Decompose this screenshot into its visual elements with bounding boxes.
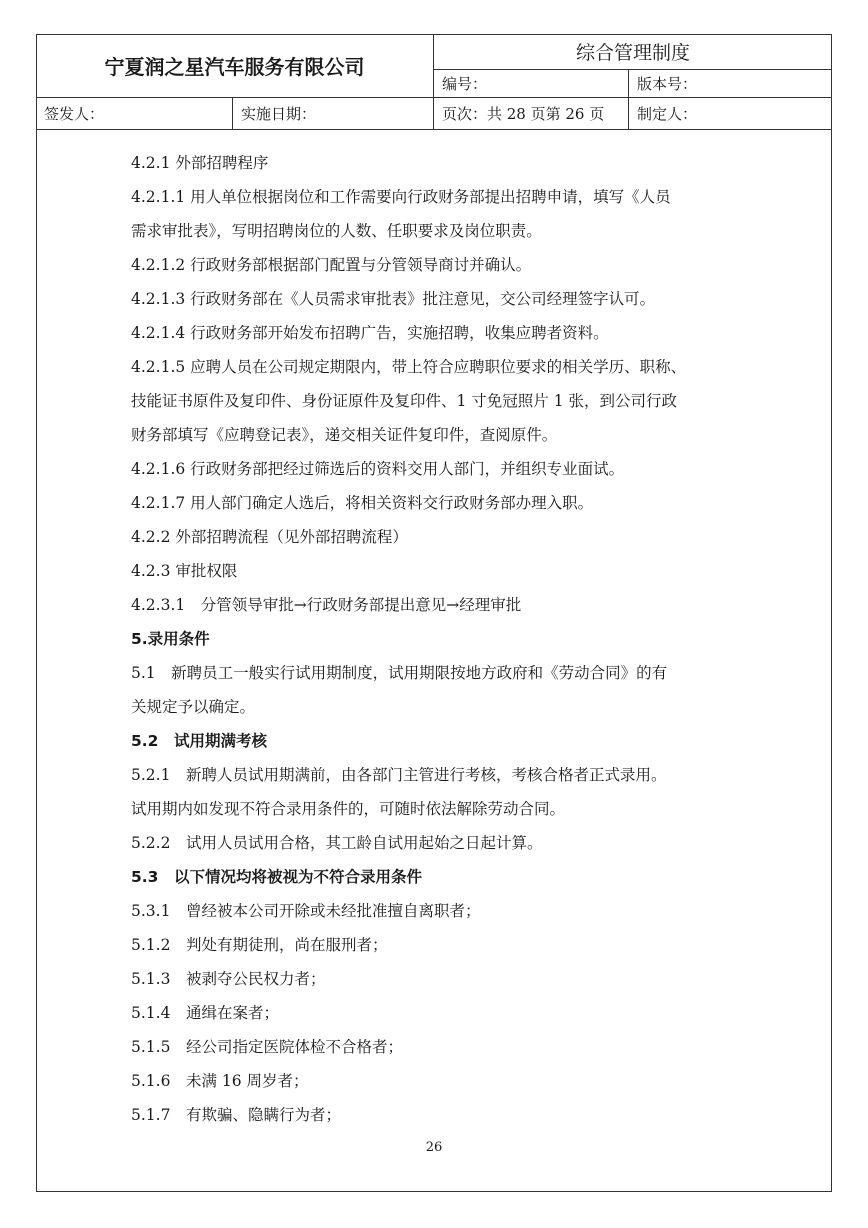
section-heading: 5.3 以下情况均将被视为不符合录用条件 — [131, 868, 422, 886]
section-heading: 5.2 试用期满考核 — [131, 732, 267, 750]
section-heading: 5.录用条件 — [131, 630, 210, 648]
body-line: 4.2.1 外部招聘程序 — [131, 154, 269, 172]
body-line: 4.2.1.4 行政财务部开始发布招聘广告，实施招聘，收集应聘者资料。 — [131, 324, 609, 342]
version-field: 版本号： — [629, 70, 832, 98]
body-line: 4.2.1.6 行政财务部把经过筛选后的资料交用人部门，并组织专业面试。 — [131, 460, 625, 478]
body-line: 财务部填写《应聘登记表》，递交相关证件复印件，查阅原件。 — [131, 426, 558, 444]
company-name: 宁夏润之星汽车服务有限公司 — [36, 34, 434, 98]
body-line: 4.2.1.2 行政财务部根据部门配置与分管领导商讨并确认。 — [131, 256, 532, 274]
body-line: 试用期内如发现不符合录用条件的，可随时依法解除劳动合同。 — [131, 800, 566, 818]
body-line: 技能证书原件及复印件、身份证原件及复印件、1 寸免冠照片 1 张，到公司行政 — [131, 392, 678, 410]
body-line: 4.2.3 审批权限 — [131, 562, 238, 580]
document-body — [131, 146, 751, 1132]
body-line: 5.1 新聘员工一般实行试用期制度，试用期限按地方政府和《劳动合同》的有 — [131, 664, 668, 682]
body-line: 5.1.7 有欺骗、隐瞒行为者； — [131, 1106, 341, 1124]
body-line: 5.1.5 经公司指定医院体检不合格者； — [131, 1038, 403, 1056]
author-field: 制定人： — [629, 98, 832, 130]
body-line: 5.1.4 通缉在案者； — [131, 1004, 279, 1022]
body-line: 5.3.1 曾经被本公司开除或未经批准擅自离职者； — [131, 902, 481, 920]
body-line: 关规定予以确定。 — [131, 698, 256, 716]
document-header — [36, 34, 832, 130]
body-line: 5.1.6 未满 16 周岁者； — [131, 1072, 309, 1090]
body-line: 4.2.1.5 应聘人员在公司规定期限内，带上符合应聘职位要求的相关学历、职称、 — [131, 358, 687, 376]
page-number: 26 — [425, 1140, 443, 1155]
page-count-field: 页次：共 28 页第 26 页 — [434, 98, 629, 130]
body-line: 5.2.1 新聘人员试用期满前，由各部门主管进行考核，考核合格者正式录用。 — [131, 766, 667, 784]
implementation-date-field: 实施日期： — [233, 98, 434, 130]
document-title: 综合管理制度 — [434, 34, 832, 70]
body-line: 4.2.1.1 用人单位根据岗位和工作需要向行政财务部提出招聘申请，填写《人员 — [131, 188, 671, 206]
body-line: 5.2.2 试用人员试用合格，其工龄自试用起始之日起计算。 — [131, 834, 543, 852]
body-line: 4.2.1.7 用人部门确定人选后，将相关资料交行政财务部办理入职。 — [131, 494, 594, 512]
document-code-field: 编号： — [434, 70, 629, 98]
body-line: 4.2.2 外部招聘流程（见外部招聘流程） — [131, 528, 408, 546]
signer-field: 签发人： — [36, 98, 233, 130]
body-line: 5.1.3 被剥夺公民权力者； — [131, 970, 326, 988]
body-line: 5.1.2 判处有期徒刑，尚在服刑者； — [131, 936, 388, 954]
body-line: 需求审批表》，写明招聘岗位的人数、任职要求及岗位职责。 — [131, 222, 542, 240]
body-line: 4.2.3.1 分管领导审批→行政财务部提出意见→经理审批 — [131, 596, 522, 614]
body-line: 4.2.1.3 行政财务部在《人员需求审批表》批注意见，交公司经理签字认可。 — [131, 290, 656, 308]
